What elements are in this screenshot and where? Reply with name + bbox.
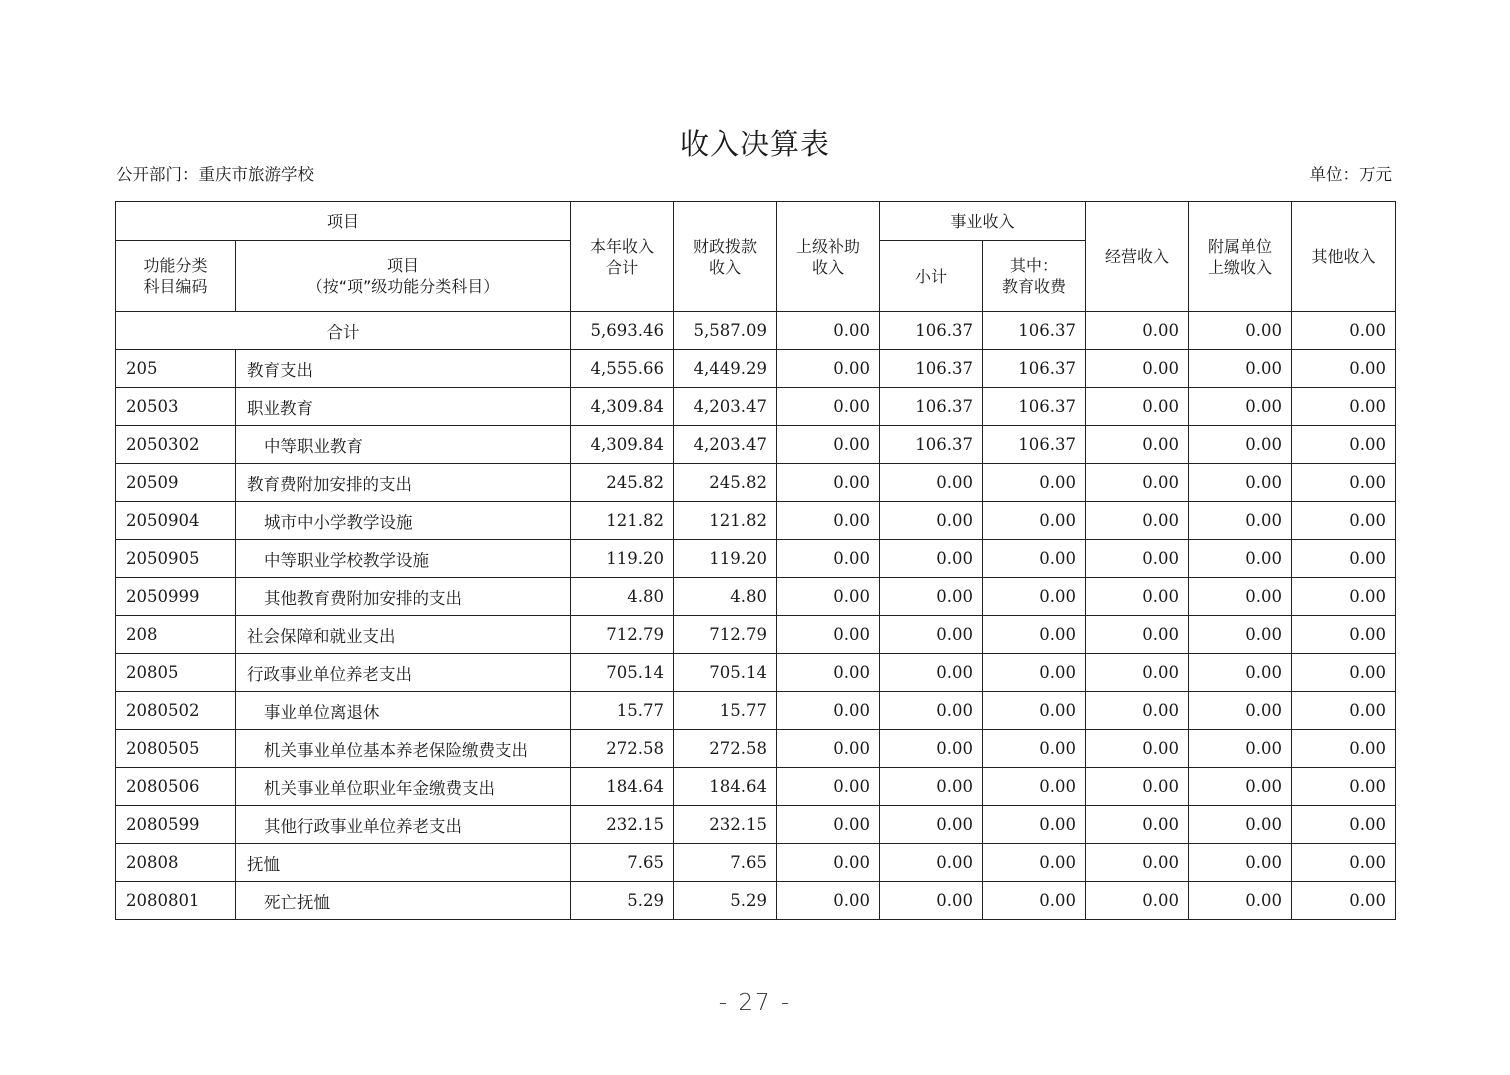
table-row — [116, 844, 1396, 882]
cell-name: 机关事业单位基本养老保险缴费支出 — [236, 730, 571, 768]
cell-business: 0.00 — [1086, 616, 1189, 654]
table-row — [116, 350, 1396, 388]
cell-code: 2080801 — [116, 882, 236, 920]
header-career-subtotal: 小计 — [880, 241, 983, 312]
cell-business: 0.00 — [1086, 502, 1189, 540]
cell-code: 20509 — [116, 464, 236, 502]
department-label: 公开部门：重庆市旅游学校 — [116, 165, 314, 184]
cell-total: 245.82 — [571, 464, 674, 502]
header-business: 经营收入 — [1086, 202, 1189, 312]
cell-career-subtotal: 0.00 — [880, 578, 983, 616]
cell-affil: 0.00 — [1189, 350, 1292, 388]
cell-upper: 0.00 — [777, 540, 880, 578]
cell-career-subtotal: 0.00 — [880, 882, 983, 920]
cell-business: 0.00 — [1086, 882, 1189, 920]
cell-career-subtotal: 0.00 — [880, 844, 983, 882]
cell-affil: 0.00 — [1189, 388, 1292, 426]
cell-fiscal: 4.80 — [674, 578, 777, 616]
cell-fiscal: 712.79 — [674, 616, 777, 654]
cell-career-subtotal: 106.37 — [880, 312, 983, 350]
cell-upper: 0.00 — [777, 312, 880, 350]
cell-code: 20805 — [116, 654, 236, 692]
cell-affil: 0.00 — [1189, 464, 1292, 502]
page-title: 收入决算表 — [679, 127, 830, 161]
cell-other: 0.00 — [1292, 844, 1396, 882]
header-other: 其他收入 — [1292, 202, 1396, 312]
cell-other: 0.00 — [1292, 426, 1396, 464]
table-row — [116, 806, 1396, 844]
cell-affil: 0.00 — [1189, 806, 1292, 844]
cell-name: 其他行政事业单位养老支出 — [236, 806, 571, 844]
cell-name: 事业单位离退休 — [236, 692, 571, 730]
header-affil: 附属单位 上缴收入 — [1189, 202, 1292, 312]
cell-name: 教育支出 — [236, 350, 571, 388]
cell-career-subtotal: 0.00 — [880, 616, 983, 654]
cell-total: 272.58 — [571, 730, 674, 768]
table-row — [116, 654, 1396, 692]
cell-business: 0.00 — [1086, 692, 1189, 730]
cell-career-edu: 106.37 — [983, 312, 1086, 350]
cell-name: 其他教育费附加安排的支出 — [236, 578, 571, 616]
cell-code: 2050904 — [116, 502, 236, 540]
table-header — [116, 202, 1396, 312]
cell-upper: 0.00 — [777, 654, 880, 692]
cell-other: 0.00 — [1292, 578, 1396, 616]
cell-total: 184.64 — [571, 768, 674, 806]
cell-total: 4.80 — [571, 578, 674, 616]
cell-career-subtotal: 0.00 — [880, 692, 983, 730]
cell-other: 0.00 — [1292, 312, 1396, 350]
cell-affil: 0.00 — [1189, 616, 1292, 654]
cell-upper: 0.00 — [777, 388, 880, 426]
cell-career-edu: 0.00 — [983, 616, 1086, 654]
cell-other: 0.00 — [1292, 692, 1396, 730]
cell-affil: 0.00 — [1189, 426, 1292, 464]
cell-other: 0.00 — [1292, 540, 1396, 578]
header-total: 本年收入 合计 — [571, 202, 674, 312]
cell-affil: 0.00 — [1189, 692, 1292, 730]
cell-career-subtotal: 0.00 — [880, 654, 983, 692]
cell-career-edu: 106.37 — [983, 426, 1086, 464]
cell-upper: 0.00 — [777, 350, 880, 388]
header-upper: 上级补助 收入 — [777, 202, 880, 312]
cell-career-subtotal: 0.00 — [880, 540, 983, 578]
cell-fiscal: 15.77 — [674, 692, 777, 730]
cell-business: 0.00 — [1086, 654, 1189, 692]
cell-code: 2080505 — [116, 730, 236, 768]
cell-fiscal: 4,449.29 — [674, 350, 777, 388]
cell-affil: 0.00 — [1189, 882, 1292, 920]
cell-name: 机关事业单位职业年金缴费支出 — [236, 768, 571, 806]
cell-career-edu: 0.00 — [983, 464, 1086, 502]
cell-upper: 0.00 — [777, 578, 880, 616]
page-number: - 27 - — [718, 990, 792, 1016]
cell-name: 中等职业教育 — [236, 426, 571, 464]
cell-other: 0.00 — [1292, 388, 1396, 426]
cell-career-edu: 0.00 — [983, 730, 1086, 768]
cell-career-edu: 0.00 — [983, 578, 1086, 616]
cell-career-edu: 0.00 — [983, 882, 1086, 920]
cell-upper: 0.00 — [777, 426, 880, 464]
cell-code: 208 — [116, 616, 236, 654]
cell-affil: 0.00 — [1189, 312, 1292, 350]
cell-code: 20503 — [116, 388, 236, 426]
cell-business: 0.00 — [1086, 464, 1189, 502]
table-body — [116, 312, 1396, 920]
cell-other: 0.00 — [1292, 806, 1396, 844]
cell-business: 0.00 — [1086, 426, 1189, 464]
cell-business: 0.00 — [1086, 540, 1189, 578]
cell-affil: 0.00 — [1189, 654, 1292, 692]
cell-total: 4,309.84 — [571, 388, 674, 426]
table-row — [116, 502, 1396, 540]
table-row — [116, 464, 1396, 502]
cell-affil: 0.00 — [1189, 578, 1292, 616]
cell-total: 5,693.46 — [571, 312, 674, 350]
table-row — [116, 692, 1396, 730]
cell-affil: 0.00 — [1189, 730, 1292, 768]
cell-name: 行政事业单位养老支出 — [236, 654, 571, 692]
table-row — [116, 616, 1396, 654]
cell-name: 社会保障和就业支出 — [236, 616, 571, 654]
cell-business: 0.00 — [1086, 844, 1189, 882]
cell-business: 0.00 — [1086, 806, 1189, 844]
cell-business: 0.00 — [1086, 578, 1189, 616]
cell-upper: 0.00 — [777, 806, 880, 844]
cell-total: 121.82 — [571, 502, 674, 540]
cell-career-edu: 0.00 — [983, 806, 1086, 844]
cell-name: 城市中小学教学设施 — [236, 502, 571, 540]
cell-code: 20808 — [116, 844, 236, 882]
cell-other: 0.00 — [1292, 768, 1396, 806]
header-name: 项目 （按“项”级功能分类科目） — [236, 241, 571, 312]
cell-career-edu: 0.00 — [983, 844, 1086, 882]
cell-name: 抚恤 — [236, 844, 571, 882]
cell-code: 2050905 — [116, 540, 236, 578]
cell-fiscal: 705.14 — [674, 654, 777, 692]
cell-other: 0.00 — [1292, 882, 1396, 920]
cell-name: 死亡抚恤 — [236, 882, 571, 920]
cell-other: 0.00 — [1292, 730, 1396, 768]
cell-code: 205 — [116, 350, 236, 388]
cell-fiscal: 119.20 — [674, 540, 777, 578]
cell-total: 4,309.84 — [571, 426, 674, 464]
table-row — [116, 768, 1396, 806]
cell-fiscal: 245.82 — [674, 464, 777, 502]
cell-business: 0.00 — [1086, 768, 1189, 806]
cell-career-subtotal: 0.00 — [880, 806, 983, 844]
cell-total: 5.29 — [571, 882, 674, 920]
cell-total: 119.20 — [571, 540, 674, 578]
cell-total: 15.77 — [571, 692, 674, 730]
cell-total: 712.79 — [571, 616, 674, 654]
total-label: 合计 — [116, 312, 571, 350]
cell-upper: 0.00 — [777, 844, 880, 882]
header-item-group: 项目 — [116, 202, 571, 241]
cell-business: 0.00 — [1086, 312, 1189, 350]
header-career-edu: 其中： 教育收费 — [983, 241, 1086, 312]
cell-business: 0.00 — [1086, 350, 1189, 388]
cell-code: 2050302 — [116, 426, 236, 464]
cell-fiscal: 7.65 — [674, 844, 777, 882]
cell-business: 0.00 — [1086, 388, 1189, 426]
cell-fiscal: 5.29 — [674, 882, 777, 920]
header-fiscal: 财政拨款 收入 — [674, 202, 777, 312]
cell-fiscal: 184.64 — [674, 768, 777, 806]
cell-upper: 0.00 — [777, 464, 880, 502]
table-row — [116, 540, 1396, 578]
cell-fiscal: 121.82 — [674, 502, 777, 540]
cell-upper: 0.00 — [777, 768, 880, 806]
cell-other: 0.00 — [1292, 616, 1396, 654]
cell-fiscal: 272.58 — [674, 730, 777, 768]
cell-name: 中等职业学校教学设施 — [236, 540, 571, 578]
cell-career-edu: 106.37 — [983, 388, 1086, 426]
total-row — [116, 312, 1396, 350]
cell-career-edu: 0.00 — [983, 540, 1086, 578]
cell-code: 2080502 — [116, 692, 236, 730]
table-row — [116, 426, 1396, 464]
cell-career-subtotal: 0.00 — [880, 464, 983, 502]
cell-fiscal: 4,203.47 — [674, 388, 777, 426]
cell-career-edu: 0.00 — [983, 654, 1086, 692]
cell-code: 2080599 — [116, 806, 236, 844]
cell-name: 职业教育 — [236, 388, 571, 426]
table-row — [116, 388, 1396, 426]
cell-total: 705.14 — [571, 654, 674, 692]
cell-career-edu: 106.37 — [983, 350, 1086, 388]
cell-career-edu: 0.00 — [983, 692, 1086, 730]
cell-other: 0.00 — [1292, 502, 1396, 540]
cell-other: 0.00 — [1292, 654, 1396, 692]
cell-upper: 0.00 — [777, 730, 880, 768]
cell-affil: 0.00 — [1189, 768, 1292, 806]
cell-career-subtotal: 106.37 — [880, 426, 983, 464]
cell-affil: 0.00 — [1189, 540, 1292, 578]
cell-affil: 0.00 — [1189, 502, 1292, 540]
cell-career-subtotal: 0.00 — [880, 730, 983, 768]
cell-code: 2080506 — [116, 768, 236, 806]
cell-total: 7.65 — [571, 844, 674, 882]
cell-code: 2050999 — [116, 578, 236, 616]
table-row — [116, 730, 1396, 768]
cell-upper: 0.00 — [777, 692, 880, 730]
cell-affil: 0.00 — [1189, 844, 1292, 882]
income-table — [115, 201, 1396, 920]
cell-career-subtotal: 106.37 — [880, 388, 983, 426]
cell-career-edu: 0.00 — [983, 768, 1086, 806]
cell-other: 0.00 — [1292, 350, 1396, 388]
table-row — [116, 882, 1396, 920]
cell-fiscal: 232.15 — [674, 806, 777, 844]
cell-career-edu: 0.00 — [983, 502, 1086, 540]
cell-other: 0.00 — [1292, 464, 1396, 502]
cell-career-subtotal: 0.00 — [880, 502, 983, 540]
cell-upper: 0.00 — [777, 616, 880, 654]
cell-fiscal: 5,587.09 — [674, 312, 777, 350]
header-career-group: 事业收入 — [880, 202, 1086, 241]
cell-fiscal: 4,203.47 — [674, 426, 777, 464]
cell-business: 0.00 — [1086, 730, 1189, 768]
cell-career-subtotal: 0.00 — [880, 768, 983, 806]
cell-total: 4,555.66 — [571, 350, 674, 388]
cell-upper: 0.00 — [777, 502, 880, 540]
table-row — [116, 578, 1396, 616]
cell-name: 教育费附加安排的支出 — [236, 464, 571, 502]
unit-label: 单位：万元 — [1309, 165, 1392, 184]
header-code: 功能分类 科目编码 — [116, 241, 236, 312]
cell-career-subtotal: 106.37 — [880, 350, 983, 388]
cell-upper: 0.00 — [777, 882, 880, 920]
cell-total: 232.15 — [571, 806, 674, 844]
